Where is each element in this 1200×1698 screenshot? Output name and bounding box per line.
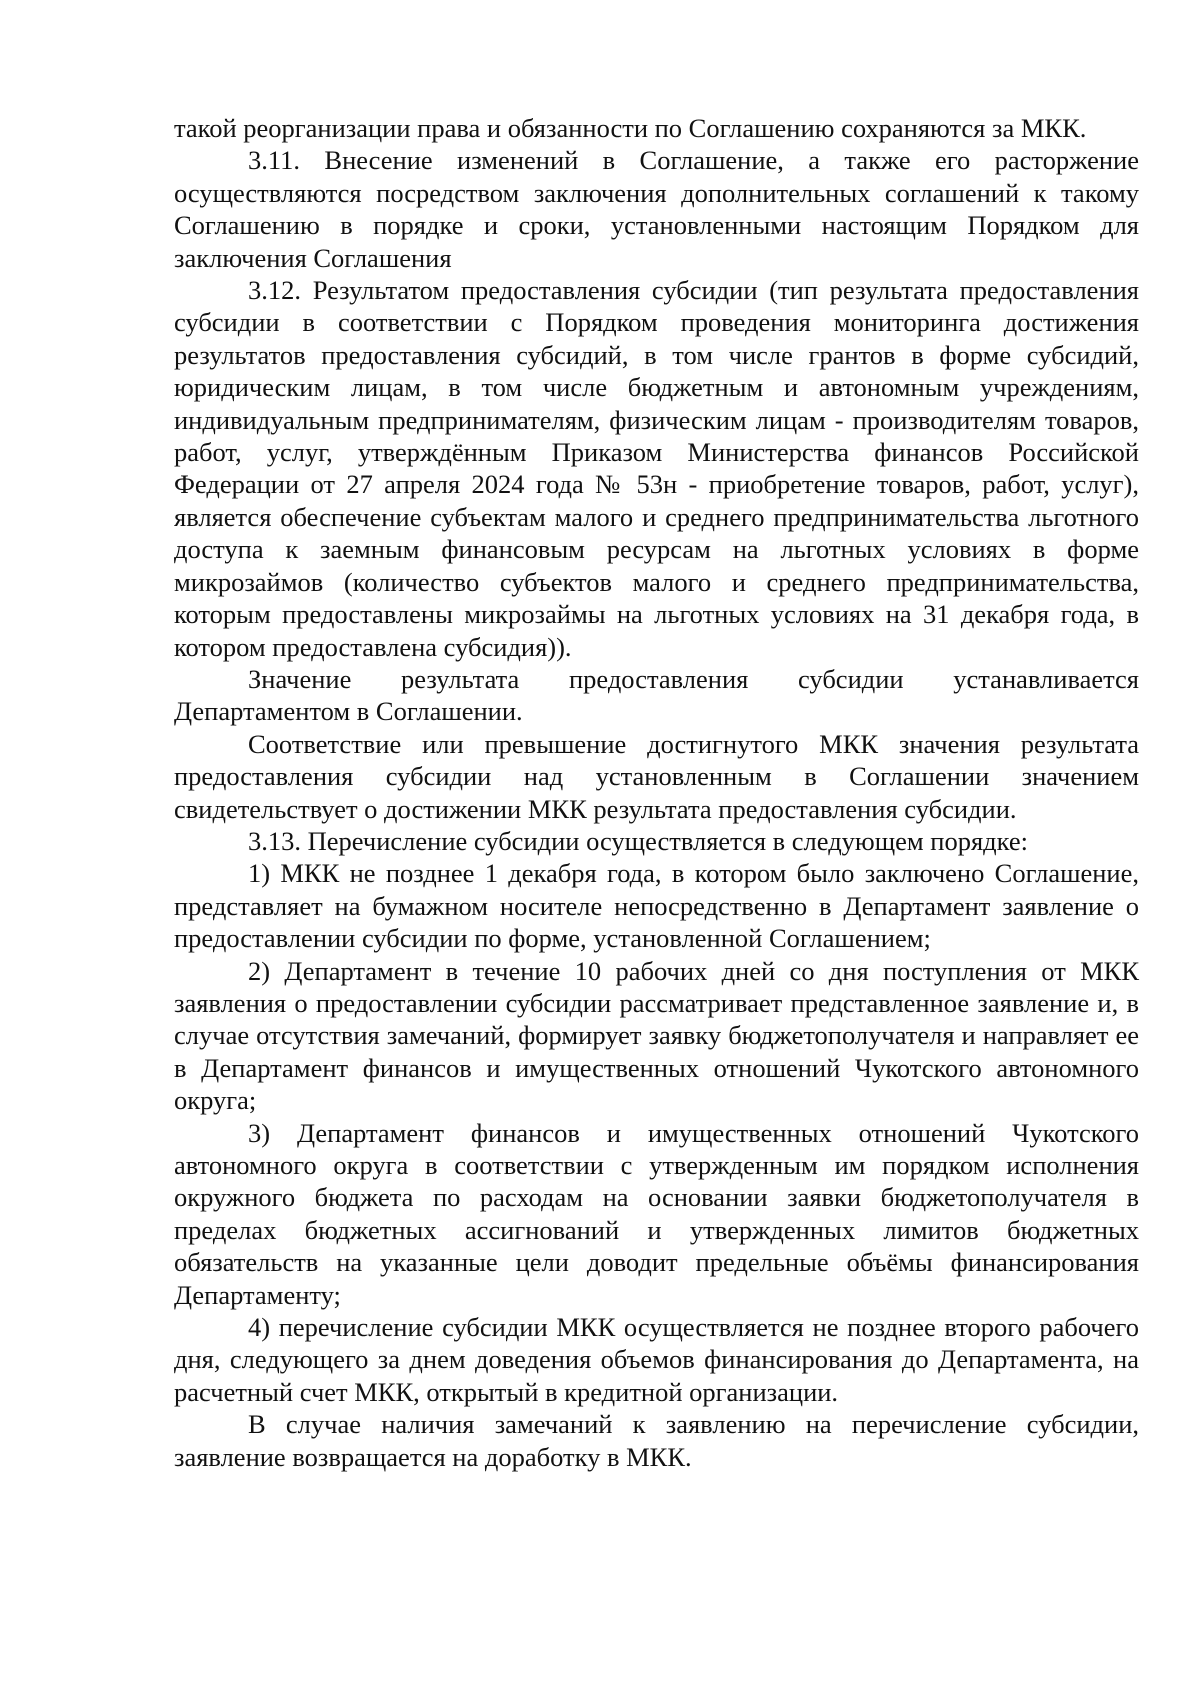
document-page xyxy=(174,112,1139,1473)
list-item-4-transfer: 4) перечисление субсидии МКК осуществляется не позднее второго рабочего дня, следующего за днем доведения объемов финансирования до Департамента, на расчетный счет МКК, открытый в кредитной организации. xyxy=(174,1312,1139,1407)
paragraph-remarks-return: В случае наличия замечаний к заявлению на перечисление субсидии, заявление возвращается на доработку в МКК. xyxy=(174,1409,1139,1472)
paragraph-3-12-result: 3.12. Результатом предоставления субсидии (тип результата предоставления субсидии в соответствии с Порядком проведения мониторинга достижения результатов предоставления субсидий, в том числе грантов в форме субсидий, юридическим лицам, в том числе бюджетным и автономным учреждениям, индивидуальным предпринимателям, физическим лицам - производителям товаров, работ, услуг, утверждённым Приказом Министерства финансов Российской Федерации от 27 апреля 2024 года № 53н - приобретение товаров, работ, услуг), является обеспечение субъектам малого и среднего предпринимательства льготного доступа к заемным финансовым ресурсам на льготных условиях в форме микрозаймов (количество субъектов малого и среднего предпринимательства, которым предоставлены микрозаймы на льготных условиях на 31 декабря года, в котором предоставлена субсидия)). xyxy=(174,275,1139,662)
list-item-3-financing-limits: 3) Департамент финансов и имущественных отношений Чукотского автономного округа в соответствии с утвержденным им порядком исполнения окружного бюджета по расходам на основании заявки бюджетополучателя в пределах бюджетных ассигнований и утвержденных лимитов бюджетных обязательств на указанные цели доводит предельные объёмы финансирования Департаменту; xyxy=(174,1117,1139,1310)
paragraph-reorganization-continuation: такой реорганизации права и обязанности по Соглашению сохраняются за МКК. xyxy=(174,113,1087,143)
paragraph-3-13-transfer-order: 3.13. Перечисление субсидии осуществляется в следующем порядке: xyxy=(248,825,1028,856)
list-item-2-review: 2) Департамент в течение 10 рабочих дней со дня поступления от МКК заявления о предоставлении субсидии рассматривает представленное заявление и, в случае отсутствия замечаний, формирует заявку бюджетополучателя и направляет ее в Департамент финансов и имущественных отношений Чукотского автономного округа; xyxy=(174,955,1139,1116)
paragraph-3-11-amendments: 3.11. Внесение изменений в Соглашение, а также его расторжение осуществляются посредством заключения дополнительных соглашений к такому Соглашению в порядке и сроки, установленными настоящим Порядком для заключения Соглашения xyxy=(174,145,1139,273)
paragraph-result-value: Значение результата предоставления субсидии устанавливается Департаментом в Соглашении. xyxy=(174,663,1139,727)
list-item-1-application: 1) МКК не позднее 1 декабря года, в котором было заключено Соглашение, представляет на бумажном носителе непосредственно в Департамент заявление о предоставлении субсидии по форме, установленной Соглашением; xyxy=(174,858,1139,954)
paragraph-result-compliance: Соответствие или превышение достигнутого МКК значения результата предоставления субсидии над установленным в Соглашении значением свидетельствует о достижении МКК результата предоставления субсидии. xyxy=(174,728,1139,824)
